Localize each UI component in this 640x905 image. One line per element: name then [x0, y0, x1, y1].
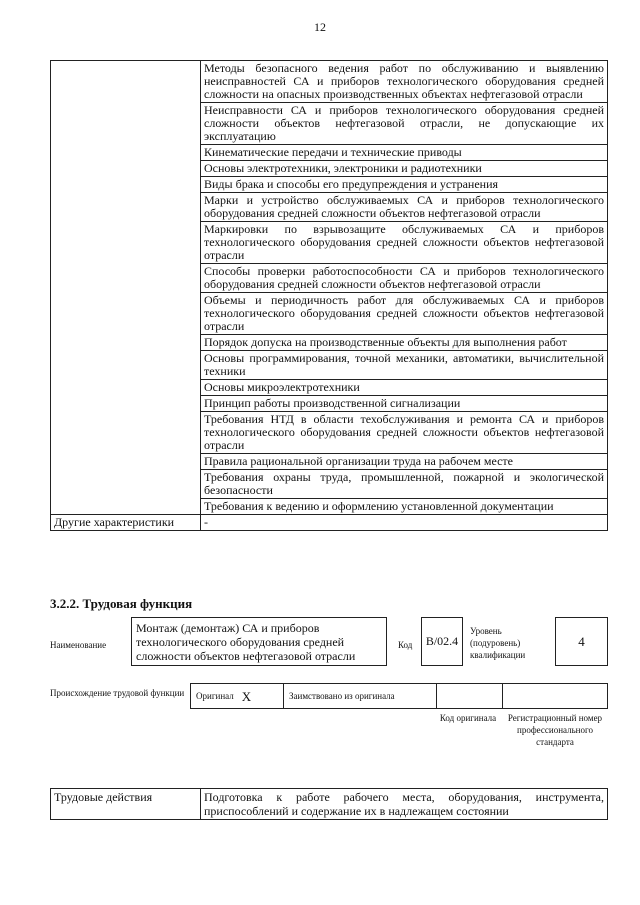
code-caption: Код оригинала: [439, 713, 497, 723]
actions-table: [50, 788, 608, 820]
section-title: 3.2.2. Трудовая функция: [50, 596, 193, 611]
knowledge-item: Маркировки по взрывозащите обслуживаемых СА и приборов технологического оборудования средней сложности объектов нефтегазовой отрасли: [201, 222, 608, 264]
table-row: [51, 515, 608, 531]
function-code-box: B/02.4: [421, 617, 463, 666]
knowledge-item: Способы проверки работоспособности СА и приборов технологического оборудования средней сложности объектов нефтегазовой отрасли: [201, 264, 608, 293]
borrowed-label: Заимствовано из оригинала: [289, 690, 395, 701]
origin-row: [190, 683, 608, 709]
knowledge-item: Кинематические передачи и технические приводы: [201, 145, 608, 161]
knowledge-item: Неисправности СА и приборов технологического оборудования средней сложности объектов нефтегазовой отрасли, не допускающие их эксплуатацию: [201, 103, 608, 145]
table-row: [51, 61, 608, 103]
knowledge-item: Принцип работы производственной сигнализации: [201, 396, 608, 412]
original-label: Оригинал: [196, 690, 234, 701]
knowledge-item: Требования НТД в области техобслуживания и ремонта СА и приборов технологического оборудования средней сложности объектов нефтегазовой отрасли: [201, 412, 608, 454]
knowledge-item: Правила рациональной организации труда на рабочем месте: [201, 454, 608, 470]
borrowed-cell: [284, 684, 437, 708]
original-code-cell: [437, 684, 503, 708]
function-name-box: Монтаж (демонтаж) СА и приборов технологического оборудования средней сложности объектов нефтегазовой отрасли: [131, 617, 387, 666]
page-number: 12: [314, 20, 326, 34]
knowledge-item: Методы безопасного ведения работ по обслуживанию и выявлению неисправностей СА и приборов технологического оборудования средней сложности на опасных производственных объектах нефтегазовой отрасли: [201, 61, 608, 103]
actions-item: Подготовка к работе рабочего места, оборудования, инструмента, приспособлений и содержание их в надлежащем состоянии: [201, 789, 608, 820]
name-label: Наименование: [50, 640, 107, 650]
knowledge-item: Марки и устройство обслуживаемых СА и приборов технологического оборудования средней сложности объектов нефтегазовой отрасли: [201, 193, 608, 222]
knowledge-item: Основы электротехники, электроники и радиотехники: [201, 161, 608, 177]
knowledge-item: Основы микроэлектротехники: [201, 380, 608, 396]
knowledge-item: Требования охраны труда, промышленной, пожарной и экологической безопасности: [201, 470, 608, 499]
knowledge-table: [50, 60, 608, 531]
registration-number-cell: [503, 684, 607, 708]
registration-caption: Регистрационный номер профессионального стандарта: [507, 713, 603, 747]
level-box: 4: [555, 617, 608, 666]
level-label: Уровень (подуровень) квалификации: [470, 626, 526, 660]
actions-label: Трудовые действия: [51, 789, 201, 820]
code-label: Код: [398, 640, 413, 650]
original-cell: [191, 684, 284, 708]
origin-label: Происхождение трудовой функции: [50, 688, 185, 698]
knowledge-item: Виды брака и способы его предупреждения и устранения: [201, 177, 608, 193]
knowledge-item: Основы программирования, точной механики, автоматики, вычислительной техники: [201, 351, 608, 380]
original-mark: X: [241, 688, 252, 704]
knowledge-item: Порядок допуска на производственные объекты для выполнения работ: [201, 335, 608, 351]
knowledge-item: Требования к ведению и оформлению установленной документации: [201, 499, 608, 515]
other-characteristics-label: Другие характеристики: [51, 515, 201, 531]
other-characteristics-value: -: [201, 515, 608, 531]
table-row: [51, 789, 608, 820]
knowledge-item: Объемы и периодичность работ для обслуживаемых СА и приборов технологического оборудования средней сложности объектов нефтегазовой отрасли: [201, 293, 608, 335]
knowledge-label-cell: [51, 61, 201, 515]
